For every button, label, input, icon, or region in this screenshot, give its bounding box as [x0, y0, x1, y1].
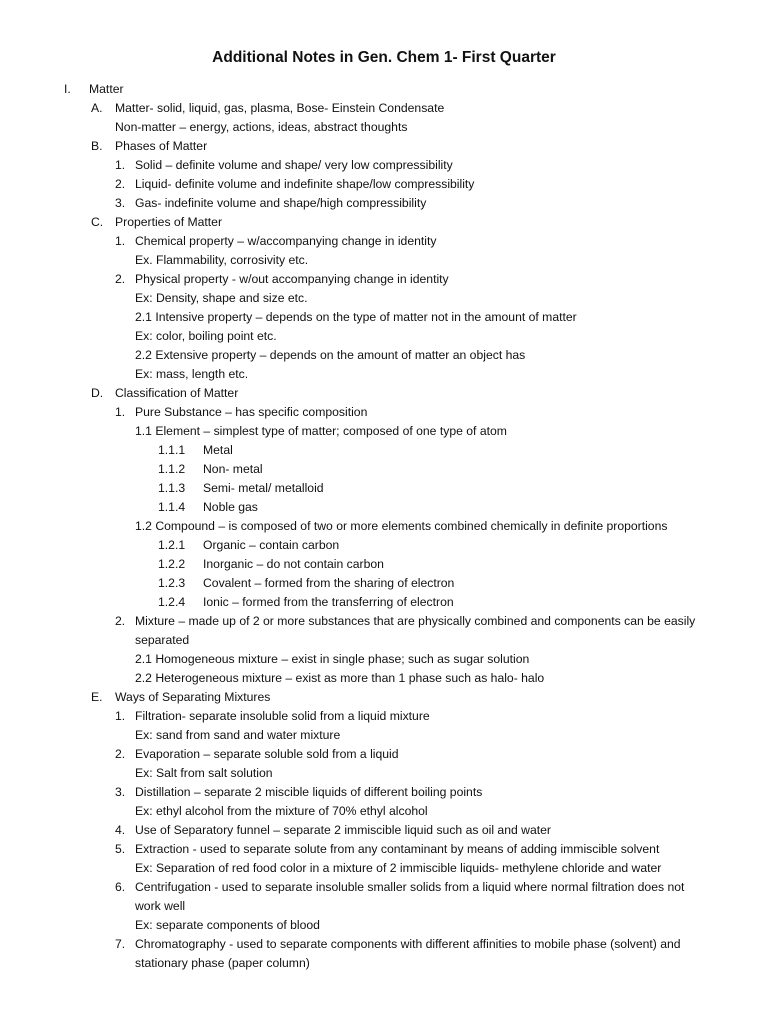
outline-marker: 1.1.1: [158, 443, 186, 457]
outline-marker: 1.1.3: [158, 481, 186, 495]
outline-text: Phases of Matter: [115, 139, 208, 153]
outline-text: 2.1 Intensive property – depends on the type of matter not in the amount of matter: [135, 310, 577, 324]
outline-text: 1.2 Compound – is composed of two or more elements combined chemically in definite proportions: [135, 519, 668, 533]
outline-marker: 2.: [115, 177, 126, 191]
outline-text: Chemical property – w/accompanying change in identity: [135, 234, 437, 248]
outline-marker: I.: [64, 82, 71, 96]
outline-text: Filtration- separate insoluble solid from a liquid mixture: [135, 709, 430, 723]
outline-text: Solid – definite volume and shape/ very low compressibility: [135, 158, 453, 172]
outline-text: Non-matter – energy, actions, ideas, abstract thoughts: [115, 120, 408, 134]
outline-text: Chromatography - used to separate components with different affinities to mobile phase (solvent) and: [135, 937, 681, 951]
outline-text: Extraction - used to separate solute from any contaminant by means of adding immiscible solvent: [135, 842, 660, 856]
outline-text: Ex: color, boiling point etc.: [135, 329, 277, 343]
outline-marker: A.: [91, 101, 103, 115]
outline-text: Ex: Density, shape and size etc.: [135, 291, 308, 305]
outline-text: 2.1 Homogeneous mixture – exist in single phase; such as sugar solution: [135, 652, 530, 666]
outline-text: Distillation – separate 2 miscible liquids of different boiling points: [135, 785, 483, 799]
outline-marker: 1.2.2: [158, 557, 186, 571]
outline-text: Properties of Matter: [115, 215, 223, 229]
outline-marker: 1.1.2: [158, 462, 186, 476]
outline-text: Matter- solid, liquid, gas, plasma, Bose- Einstein Condensate: [115, 101, 445, 115]
outline-marker: 2.: [115, 614, 126, 628]
outline-marker: 6.: [115, 880, 126, 894]
outline-text: Metal: [203, 443, 233, 457]
outline-marker: 1.1.4: [158, 500, 186, 514]
outline-marker: 1.2.1: [158, 538, 186, 552]
outline-text: Centrifugation - used to separate insoluble smaller solids from a liquid where normal filtration does not: [135, 880, 685, 894]
outline-marker: 1.: [115, 405, 126, 419]
outline-marker: 2.: [115, 747, 126, 761]
outline-marker: 4.: [115, 823, 126, 837]
outline-marker: E.: [91, 690, 103, 704]
document-title: Additional Notes in Gen. Chem 1- First Quarter: [212, 49, 556, 66]
outline-text: Organic – contain carbon: [203, 538, 340, 552]
outline-text: 2.2 Extensive property – depends on the amount of matter an object has: [135, 348, 526, 362]
outline-text: Use of Separatory funnel – separate 2 immiscible liquid such as oil and water: [135, 823, 551, 837]
outline-text: work well: [135, 899, 186, 913]
outline-text: Mixture – made up of 2 or more substances that are physically combined and components can be easily: [135, 614, 696, 628]
outline-marker: 5.: [115, 842, 126, 856]
outline-text: Gas- indefinite volume and shape/high compressibility: [135, 196, 427, 210]
outline-marker: 2.: [115, 272, 126, 286]
outline-text: Pure Substance – has specific composition: [135, 405, 368, 419]
outline-text: Ex: Salt from salt solution: [135, 766, 273, 780]
outline-text: Inorganic – do not contain carbon: [203, 557, 384, 571]
outline-text: 1.1 Element – simplest type of matter; composed of one type of atom: [135, 424, 507, 438]
outline-text: Non- metal: [203, 462, 263, 476]
outline-marker: 1.: [115, 234, 126, 248]
outline-text: 2.2 Heterogeneous mixture – exist as more than 1 phase such as halo- halo: [135, 671, 545, 685]
outline-text: separated: [135, 633, 190, 647]
outline-marker: 1.2.3: [158, 576, 186, 590]
outline-text: Ex: Separation of red food color in a mixture of 2 immiscible liquids- methylene chloride and water: [135, 861, 662, 875]
outline-text: Noble gas: [203, 500, 258, 514]
outline-text: Ways of Separating Mixtures: [115, 690, 271, 704]
outline-text: Semi- metal/ metalloid: [203, 481, 324, 495]
outline-text: Ex: separate components of blood: [135, 918, 320, 932]
outline-marker: 7.: [115, 937, 126, 951]
outline-text: Classification of Matter: [115, 386, 239, 400]
outline-marker: B.: [91, 139, 103, 153]
outline-text: Ionic – formed from the transferring of electron: [203, 595, 454, 609]
outline-text: Ex: ethyl alcohol from the mixture of 70% ethyl alcohol: [135, 804, 428, 818]
outline-marker: C.: [91, 215, 104, 229]
outline-marker: 3.: [115, 785, 126, 799]
outline-text: Ex. Flammability, corrosivity etc.: [135, 253, 309, 267]
outline-text: Physical property - w/out accompanying change in identity: [135, 272, 449, 286]
outline-marker: 1.: [115, 158, 126, 172]
outline-text: Evaporation – separate soluble sold from a liquid: [135, 747, 399, 761]
outline-text: Ex: sand from sand and water mixture: [135, 728, 341, 742]
outline-text: stationary phase (paper column): [135, 956, 310, 970]
outline-marker: 1.2.4: [158, 595, 186, 609]
outline-text: Matter: [89, 82, 124, 96]
outline-marker: 3.: [115, 196, 126, 210]
outline-marker: D.: [91, 386, 104, 400]
outline-text: Liquid- definite volume and indefinite shape/low compressibility: [135, 177, 475, 191]
outline-text: Ex: mass, length etc.: [135, 367, 249, 381]
outline-text: Covalent – formed from the sharing of electron: [203, 576, 455, 590]
outline-marker: 1.: [115, 709, 126, 723]
